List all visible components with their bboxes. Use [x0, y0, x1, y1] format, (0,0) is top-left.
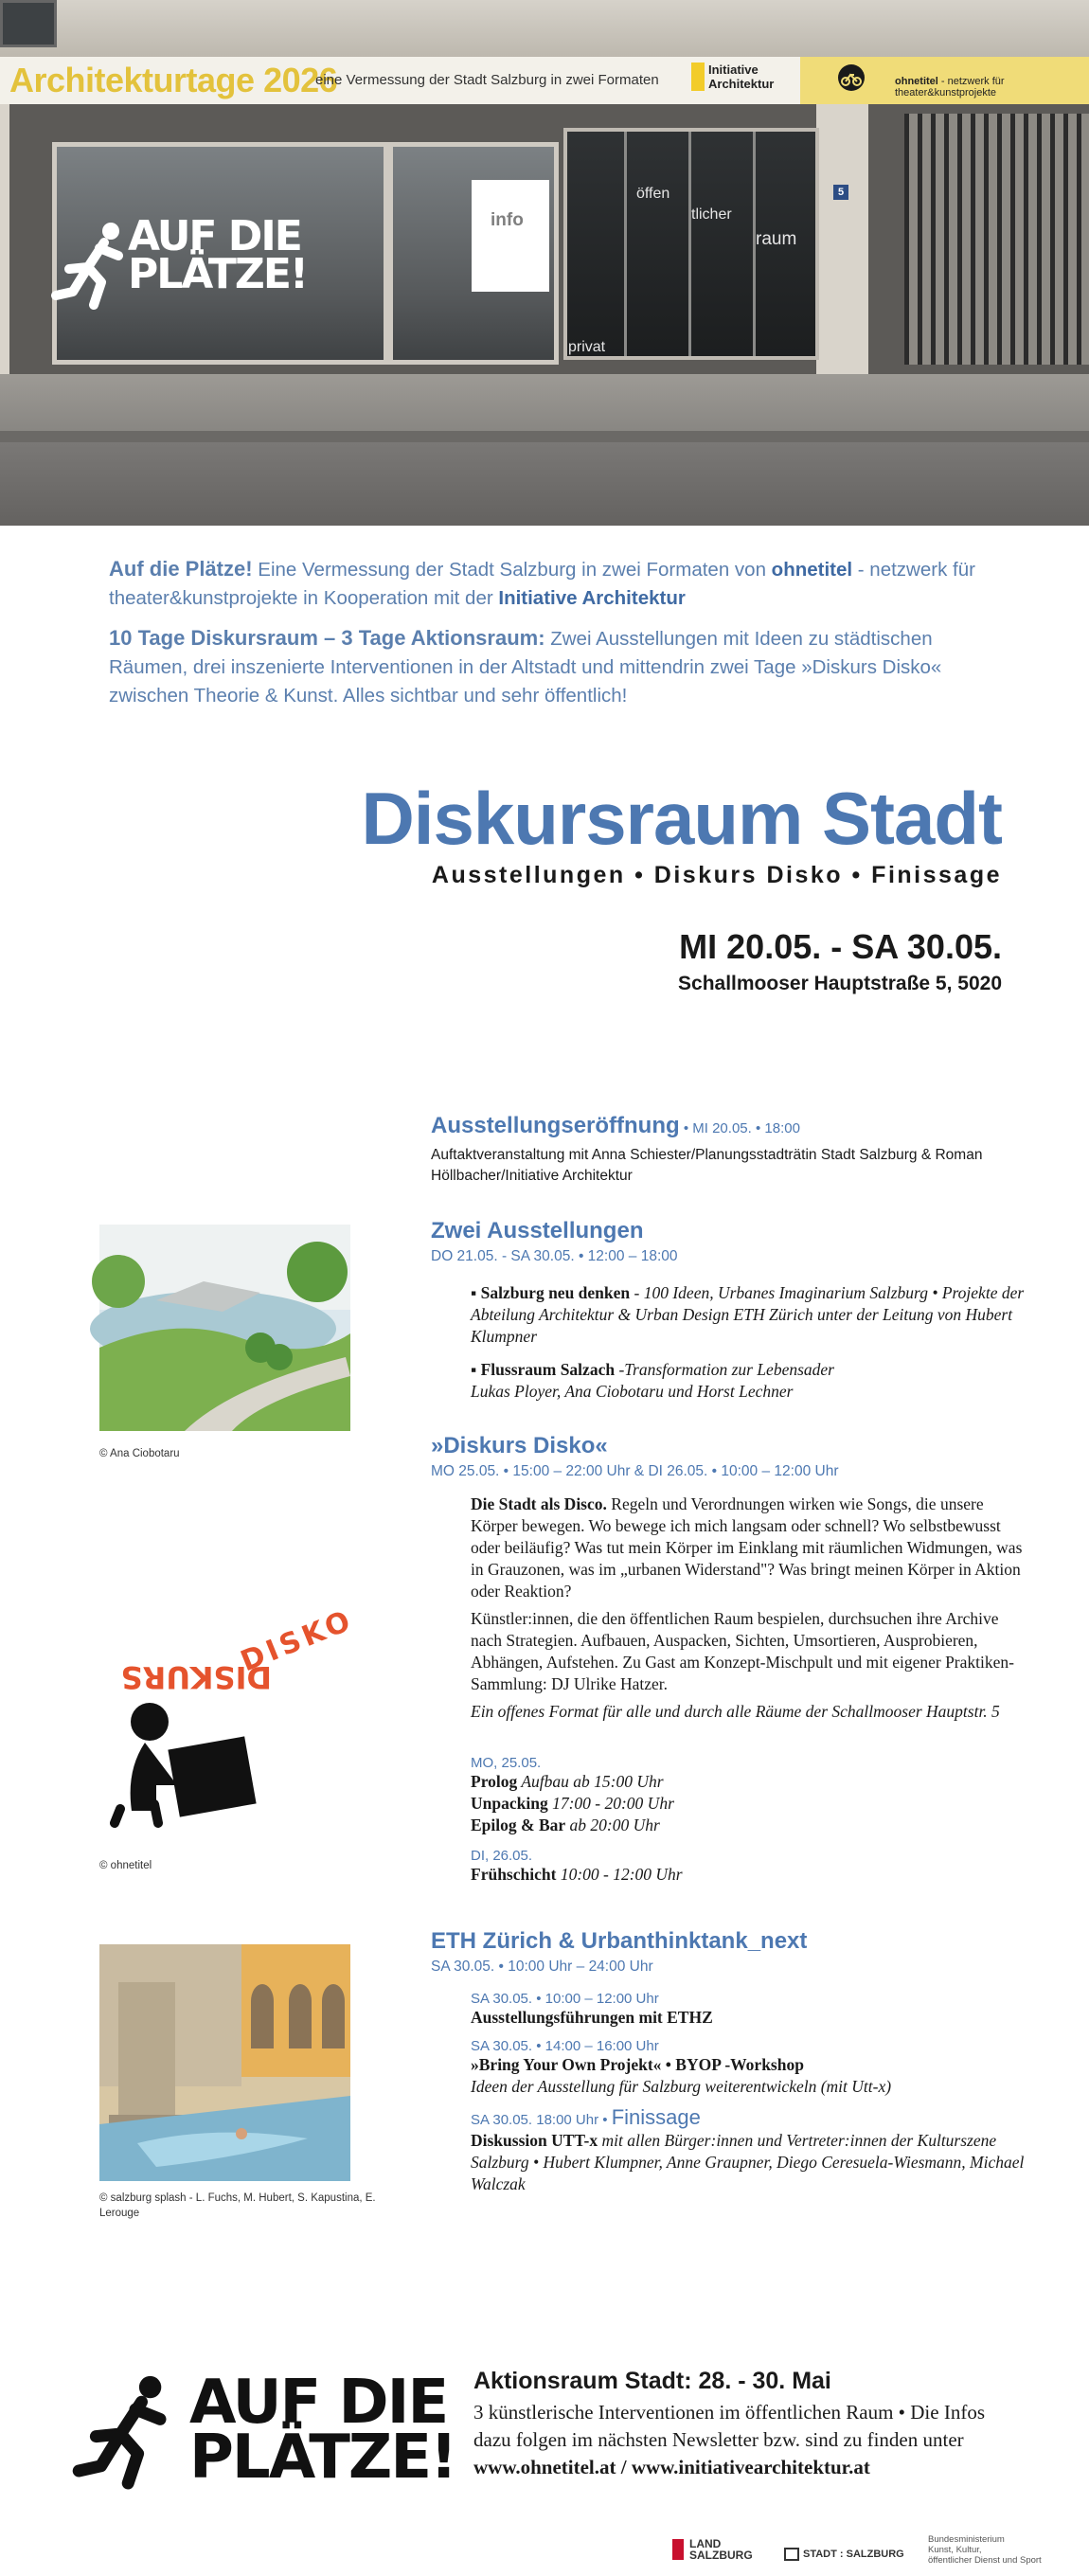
image-caption: © salzburg splash - L. Fuchs, M. Hubert, S. Kapustina, E. Lerouge: [99, 2192, 376, 2219]
section-diskurs-disko: [431, 1433, 1027, 1886]
section-eth: [431, 1928, 1027, 2195]
image-caption: © Ana Ciobotaru: [99, 1448, 180, 1459]
pillar: [0, 104, 9, 374]
glass-word: öffen: [636, 186, 670, 202]
diskurs-disko-logo: [99, 1591, 359, 1837]
exhibition-image: [99, 1225, 350, 1431]
bicycle-icon: [838, 64, 865, 91]
sponsor-land-salzburg: LAND SALZBURG: [672, 2538, 753, 2561]
headline-block: [284, 777, 1002, 995]
disko-paragraph: Ein offenes Format für alle und durch alle Räume der Schallmooser Hauptstr. 5: [471, 1702, 1000, 1721]
sponsor-stadt-salzburg: STADT : SALZBURG: [784, 2548, 904, 2561]
section-title: Ausstellungseröffnung • MI 20.05. • 18:00: [431, 1113, 800, 1138]
disko-paragraph: Die Stadt als Disco. Regeln und Verordnungen wirken wie Songs, die unsere Körper bewegen. Wo bewege ich mich langsam oder schnell? Wo selbstbewusst oder beiläufig? Was tut mein Körper im Einklang mit räumlichen Widmungen, was in Grauzonen, was im „urbanen Widerstand"? Was bringt meinen Körper in Aktion oder Reaktion?: [471, 1494, 1023, 1601]
eth-event-text: Diskussion UTT-x mit allen Bürger:innen und Vertreter:innen der Kulturszene Salzburg • Hubert Klumpner, Anne Graupner, Diego Ceresuela-Wiesmann, Michael Walczak: [471, 2131, 1025, 2193]
eth-event-text: »Bring Your Own Projekt« • BYOP -Workshop: [471, 2055, 804, 2074]
intro-text: [109, 555, 1009, 722]
info-card: info: [472, 180, 549, 292]
eth-event-meta: SA 30.05. • 14:00 – 16:00 Uhr: [471, 2038, 659, 2054]
section-meta: DO 21.05. - SA 30.05. • 12:00 – 18:00: [431, 1248, 678, 1264]
schedule-item: Frühschicht 10:00 - 12:00 Uhr: [471, 1865, 683, 1884]
section-exhibitions: [431, 1218, 1027, 1403]
section-opening: [431, 1113, 1027, 1187]
house-number: 5: [833, 185, 848, 200]
road: [0, 442, 1089, 526]
disko-paragraph: Künstler:innen, die den öffentlichen Raum bespielen, durchsuchen ihre Archive nach Strategien. Aufbauen, Auspacken, Sichten, Umsortieren, Ausprobieren, Abhängen, Aufstehen. Zu Gast am Konzept-Mischpult und mit eigener Praktiken-Sammlung: DJ Ulrike Hatzer.: [471, 1609, 1014, 1693]
glass-word: privat: [568, 339, 606, 355]
aktionsraum-block: [473, 2368, 1004, 2479]
sign-subtitle: eine Vermessung der Stadt Salzburg in zwei Formaten: [315, 72, 659, 88]
glass-word: raum: [756, 229, 797, 249]
logo-text: AUF DIE PLÄTZE!: [189, 2368, 456, 2493]
pillar: [816, 104, 868, 374]
schedule-item: Prolog Aufbau ab 15:00 Uhr: [471, 1772, 664, 1791]
intro-paragraph-2: 10 Tage Diskursraum – 3 Tage Aktionsraum: Zwei Ausstellungen mit Ideen zu städtischen Räumen, drei inszenierte Interventionen in der Altstadt und mittendrin zwei Tage »Diskurs Disko« zwischen Theorie & Kunst. Alles sichtbar und sehr öffentlich!: [109, 626, 942, 707]
hero-photo: [0, 0, 1089, 526]
schedule-day: MO, 25.05.: [471, 1755, 542, 1771]
eth-event-text: Ideen der Ausstellung für Salzburg weiterentwickeln (mit Utt-x): [471, 2077, 892, 2096]
runner-icon: [52, 220, 128, 314]
curb: [0, 431, 1089, 442]
sign-title: Architekturtage 2026: [9, 61, 338, 99]
sponsor-bundesministerium: Bundesministerium Kunst, Kultur, öffentlicher Dienst und Sport: [928, 2534, 1042, 2566]
schedule-day: DI, 26.05.: [471, 1848, 533, 1864]
section-title: »Diskurs Disko«: [431, 1433, 608, 1458]
eth-event-meta: SA 30.05. 18:00 Uhr • Finissage: [471, 2105, 701, 2129]
initiative-architektur-logo: Initiative Architektur: [691, 63, 774, 91]
runner-icon: [47, 2372, 199, 2496]
svg-text:DISKURS: DISKURS: [120, 1659, 272, 1695]
event-address: Schallmooser Hauptstraße 5, 5020: [678, 973, 1002, 994]
svg-text:DISKO: DISKO: [236, 1603, 359, 1679]
event-dates: MI 20.05. - SA 30.05.: [679, 927, 1002, 966]
exhibition-item: ▪ Flussraum Salzach -Transformation zur Lebensader Lukas Ployer, Ana Ciobotaru und Horst Lechner: [471, 1360, 834, 1401]
logo-text: AUF DIE PLÄTZE!: [128, 212, 307, 298]
section-text: Auftaktveranstaltung mit Anna Schiester/Planungsstadträtin Stadt Salzburg & Roman Höllbacher/Initiative Architektur: [431, 1147, 983, 1184]
wall-box: [0, 0, 57, 47]
building-wall: [0, 0, 1089, 57]
website-links[interactable]: www.ohnetitel.at / www.initiativearchitektur.at: [473, 2456, 870, 2478]
schedule-item: Epilog & Bar ab 20:00 Uhr: [471, 1816, 660, 1834]
page-title: Diskursraum Stadt: [361, 777, 1002, 860]
exhibition-item: ▪ Salzburg neu denken - 100 Ideen, Urbanes Imaginarium Salzburg • Projekte der Abteilung Architektur & Urban Design ETH Zürich unter der Leitung von Hubert Klumpner: [471, 1283, 1025, 1346]
image-caption: © ohnetitel: [99, 1860, 152, 1871]
intro-paragraph-1: Auf die Plätze! Eine Vermessung der Stadt Salzburg in zwei Formaten von ohnetitel - netzwerk für theater&kunstprojekte in Kooperation mit der Initiative Architektur: [109, 557, 975, 609]
eth-event-meta: SA 30.05. • 10:00 – 12:00 Uhr: [471, 1991, 659, 2007]
page-subtitle: Ausstellungen • Diskurs Disko • Finissage: [431, 862, 1002, 888]
aktionsraum-text: 3 künstlerische Interventionen im öffentlichen Raum • Die Infos dazu folgen im nächsten Newsletter bzw. sind zu finden unter: [473, 2401, 985, 2451]
aktionsraum-title: Aktionsraum Stadt: 28. - 30. Mai: [473, 2368, 831, 2394]
sidewalk: [0, 374, 1089, 436]
auf-die-plaetze-logo-window: [52, 208, 307, 322]
schedule-item: Unpacking 17:00 - 20:00 Uhr: [471, 1794, 674, 1813]
salzburg-splash-image: [99, 1944, 350, 2181]
section-meta: SA 30.05. • 10:00 Uhr – 24:00 Uhr: [431, 1959, 653, 1975]
section-title: Zwei Ausstellungen: [431, 1218, 644, 1243]
section-meta: MO 25.05. • 15:00 – 22:00 Uhr & DI 26.05. • 10:00 – 12:00 Uhr: [431, 1463, 839, 1479]
section-title: ETH Zürich & Urbanthinktank_next: [431, 1928, 808, 1954]
ohnetitel-sign-text: ohnetitel - netzwerk für theater&kunstprojekte: [895, 76, 1005, 98]
iron-gate: [904, 114, 1089, 365]
eth-event-text: Ausstellungsführungen mit ETHZ: [471, 2008, 713, 2027]
glass-word: tlicher: [691, 206, 732, 223]
auf-die-plaetze-logo: [47, 2368, 456, 2496]
